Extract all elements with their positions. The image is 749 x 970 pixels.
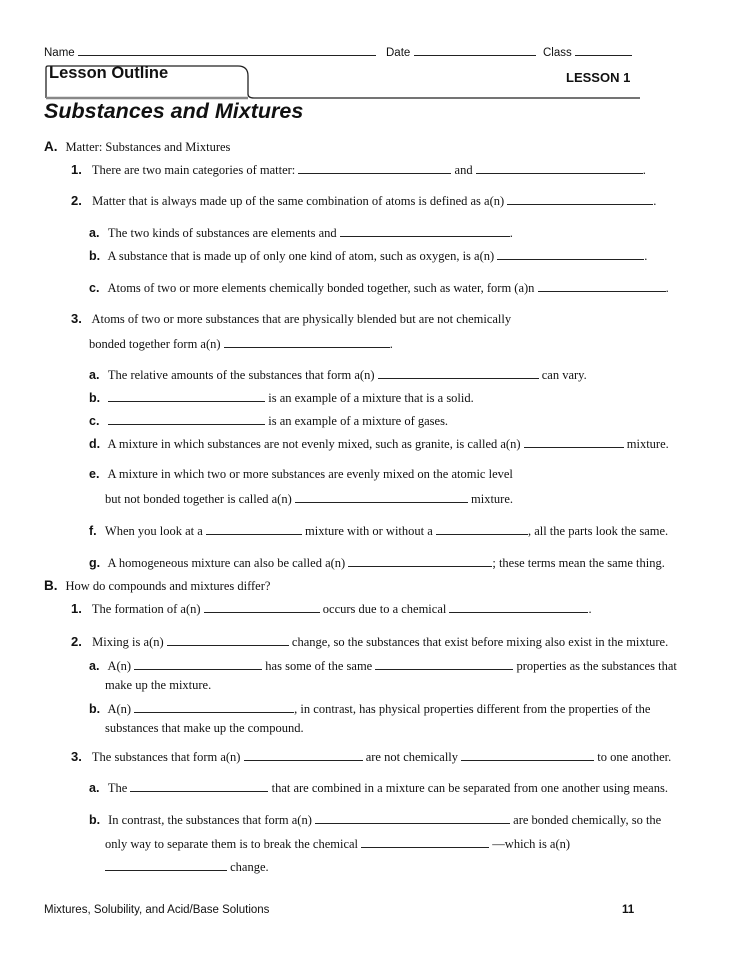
class-field[interactable]	[543, 44, 632, 59]
item-text: Atoms of two or more substances that are physically blended but are not chemically	[91, 312, 512, 326]
section-b-heading	[44, 577, 270, 595]
answer-blank[interactable]	[206, 523, 302, 535]
item-text: has some of the same	[265, 659, 373, 673]
a-q3d	[89, 436, 669, 452]
page-number: 11	[622, 904, 635, 916]
b-q2b	[89, 701, 650, 717]
item-letter: d.	[89, 437, 101, 451]
item-letter: a.	[89, 659, 100, 673]
item-text: A mixture in which two or more substances are evenly mixed on the atomic level	[107, 467, 513, 481]
page-title: Substances and Mixtures	[44, 99, 304, 123]
item-text: properties as the substances that	[516, 659, 677, 673]
answer-blank[interactable]	[134, 658, 262, 670]
a-q2a	[89, 225, 513, 241]
item-text: is an example of a mixture of gases.	[268, 414, 449, 428]
item-letter: b.	[89, 391, 101, 405]
item-text: The formation of a(n)	[91, 602, 201, 616]
answer-blank[interactable]	[224, 336, 390, 348]
a-q2	[71, 193, 656, 209]
answer-blank[interactable]	[375, 658, 513, 670]
item-text: can vary.	[541, 368, 587, 382]
item-number: 1.	[71, 162, 82, 177]
item-text: bonded together form a(n)	[89, 337, 221, 351]
item-text: to one another.	[597, 750, 672, 764]
answer-blank[interactable]	[244, 749, 363, 761]
date-label: Date	[386, 47, 411, 59]
item-text: .	[644, 249, 648, 263]
item-text: .	[665, 281, 669, 295]
section-a-text: Matter: Substances and Mixtures	[65, 140, 231, 154]
b-q3b-line3	[105, 859, 269, 875]
item-text: and	[454, 163, 473, 177]
section-a-heading	[44, 138, 230, 156]
item-text: make up the mixture.	[105, 678, 212, 692]
answer-blank[interactable]	[295, 491, 468, 503]
answer-blank[interactable]	[105, 859, 227, 871]
answer-blank[interactable]	[130, 780, 268, 792]
b-q3b	[89, 812, 661, 828]
item-letter: a.	[89, 368, 100, 382]
a-q3e	[89, 467, 513, 482]
name-label: Name	[44, 47, 75, 59]
a-q3	[71, 311, 511, 327]
answer-blank[interactable]	[134, 701, 294, 713]
item-text: ; these terms mean the same thing.	[492, 556, 665, 570]
item-text: .	[653, 194, 657, 208]
a-q3c	[89, 413, 448, 429]
item-text: but not bonded together is called a(n)	[105, 492, 292, 506]
item-text: Mixing is a(n)	[92, 635, 164, 649]
answer-blank[interactable]	[108, 413, 265, 425]
item-text: only way to separate them is to break the chemical	[105, 837, 359, 851]
item-text: The relative amounts of the substances that form a(n)	[107, 368, 375, 382]
item-text: The two kinds of substances are elements and	[107, 226, 337, 240]
item-text: Atoms of two or more elements chemically bonded together, such as water, form (a)n	[107, 281, 535, 295]
item-text: A(n)	[107, 702, 132, 716]
b-q3	[71, 749, 671, 765]
answer-blank[interactable]	[378, 367, 539, 379]
answer-blank[interactable]	[348, 555, 492, 567]
a-q3f	[89, 523, 668, 539]
item-text: substances that make up the compound.	[105, 721, 304, 735]
item-text: When you look at a	[104, 524, 203, 538]
b-q2b-line2	[105, 721, 304, 736]
answer-blank[interactable]	[340, 225, 510, 237]
item-letter: g.	[89, 556, 101, 570]
item-letter: c.	[89, 281, 100, 295]
b-q1	[71, 601, 592, 617]
answer-blank[interactable]	[436, 523, 528, 535]
item-text: occurs due to a chemical	[322, 602, 447, 616]
date-field[interactable]	[386, 44, 536, 59]
item-letter: a.	[89, 781, 100, 795]
item-text: that are combined in a mixture can be separated from one another using means.	[271, 781, 668, 795]
answer-blank[interactable]	[108, 390, 265, 402]
item-text: There are two main categories of matter:	[91, 163, 296, 177]
item-letter: b.	[89, 813, 101, 827]
item-text: mixture.	[626, 437, 669, 451]
a-q2c	[89, 280, 669, 296]
item-text: A substance that is made up of only one kind of atom, such as oxygen, is a(n)	[107, 249, 495, 263]
footer-book-title: Mixtures, Solubility, and Acid/Base Solutions	[44, 904, 270, 916]
a-q3-line2	[89, 336, 393, 352]
item-text: are not chemically	[365, 750, 459, 764]
item-letter: a.	[89, 226, 100, 240]
item-letter: f.	[89, 524, 97, 538]
item-text: .	[389, 337, 393, 351]
item-number: 2.	[71, 193, 82, 208]
b-q3b-line2	[105, 836, 570, 852]
item-number: 3.	[71, 311, 82, 326]
section-b-text: How do compounds and mixtures differ?	[65, 579, 271, 593]
b-q2a-line2	[105, 678, 211, 693]
class-label: Class	[543, 47, 572, 59]
answer-blank[interactable]	[449, 601, 588, 613]
item-text: A mixture in which substances are not evenly mixed, such as granite, is called a(n)	[107, 437, 521, 451]
answer-blank[interactable]	[167, 634, 289, 646]
item-text: Matter that is always made up of the same combination of atoms is defined as a(n)	[92, 194, 505, 208]
answer-blank[interactable]	[315, 812, 510, 824]
a-q3a	[89, 367, 587, 383]
a-q3b	[89, 390, 474, 406]
item-number: 2.	[71, 634, 82, 649]
a-q2b	[89, 248, 647, 264]
item-text: is an example of a mixture that is a solid.	[268, 391, 474, 405]
item-text: .	[588, 602, 592, 616]
item-text: change.	[230, 860, 269, 874]
item-text: mixture with or without a	[305, 524, 433, 538]
answer-blank[interactable]	[476, 162, 643, 174]
answer-blank[interactable]	[497, 248, 644, 260]
item-text: The	[107, 781, 128, 795]
date-blank[interactable]	[414, 44, 536, 56]
b-q3a	[89, 780, 668, 796]
item-text: mixture.	[471, 492, 514, 506]
lesson-outline-title: Lesson Outline	[49, 64, 169, 82]
lesson-number: LESSON 1	[566, 70, 631, 85]
section-letter: A.	[44, 139, 58, 154]
section-letter: B.	[44, 578, 58, 593]
class-blank[interactable]	[575, 44, 632, 56]
item-number: 1.	[71, 601, 82, 616]
answer-blank[interactable]	[524, 436, 624, 448]
item-text: .	[642, 163, 646, 177]
b-q2a	[89, 658, 677, 674]
item-text: A homogeneous mixture can also be called a(n)	[107, 556, 346, 570]
answer-blank[interactable]	[361, 836, 489, 848]
item-letter: b.	[89, 702, 101, 716]
item-text: change, so the substances that exist before mixing also exist in the mixture.	[291, 635, 669, 649]
item-text: In contrast, the substances that form a(n)	[108, 813, 312, 827]
item-text: A(n)	[107, 659, 132, 673]
a-q3g	[89, 555, 665, 571]
item-text: The substances that form a(n)	[91, 750, 241, 764]
b-q2	[71, 634, 668, 650]
item-letter: b.	[89, 249, 101, 263]
item-number: 3.	[71, 749, 82, 764]
a-q3e-line2	[105, 491, 513, 507]
item-letter: c.	[89, 414, 100, 428]
name-blank[interactable]	[78, 44, 376, 56]
item-text: .	[509, 226, 513, 240]
item-text: , all the parts look the same.	[527, 524, 669, 538]
answer-blank[interactable]	[298, 162, 451, 174]
item-text: are bonded chemically, so the	[513, 813, 662, 827]
answer-blank[interactable]	[461, 749, 594, 761]
answer-blank[interactable]	[204, 601, 320, 613]
answer-blank[interactable]	[507, 193, 653, 205]
a-q1	[71, 162, 646, 178]
answer-blank[interactable]	[538, 280, 666, 292]
item-text: , in contrast, has physical properties different from the properties of the	[294, 702, 651, 716]
name-field[interactable]	[44, 44, 376, 59]
item-text: —which is a(n)	[492, 837, 571, 851]
item-letter: e.	[89, 467, 100, 481]
